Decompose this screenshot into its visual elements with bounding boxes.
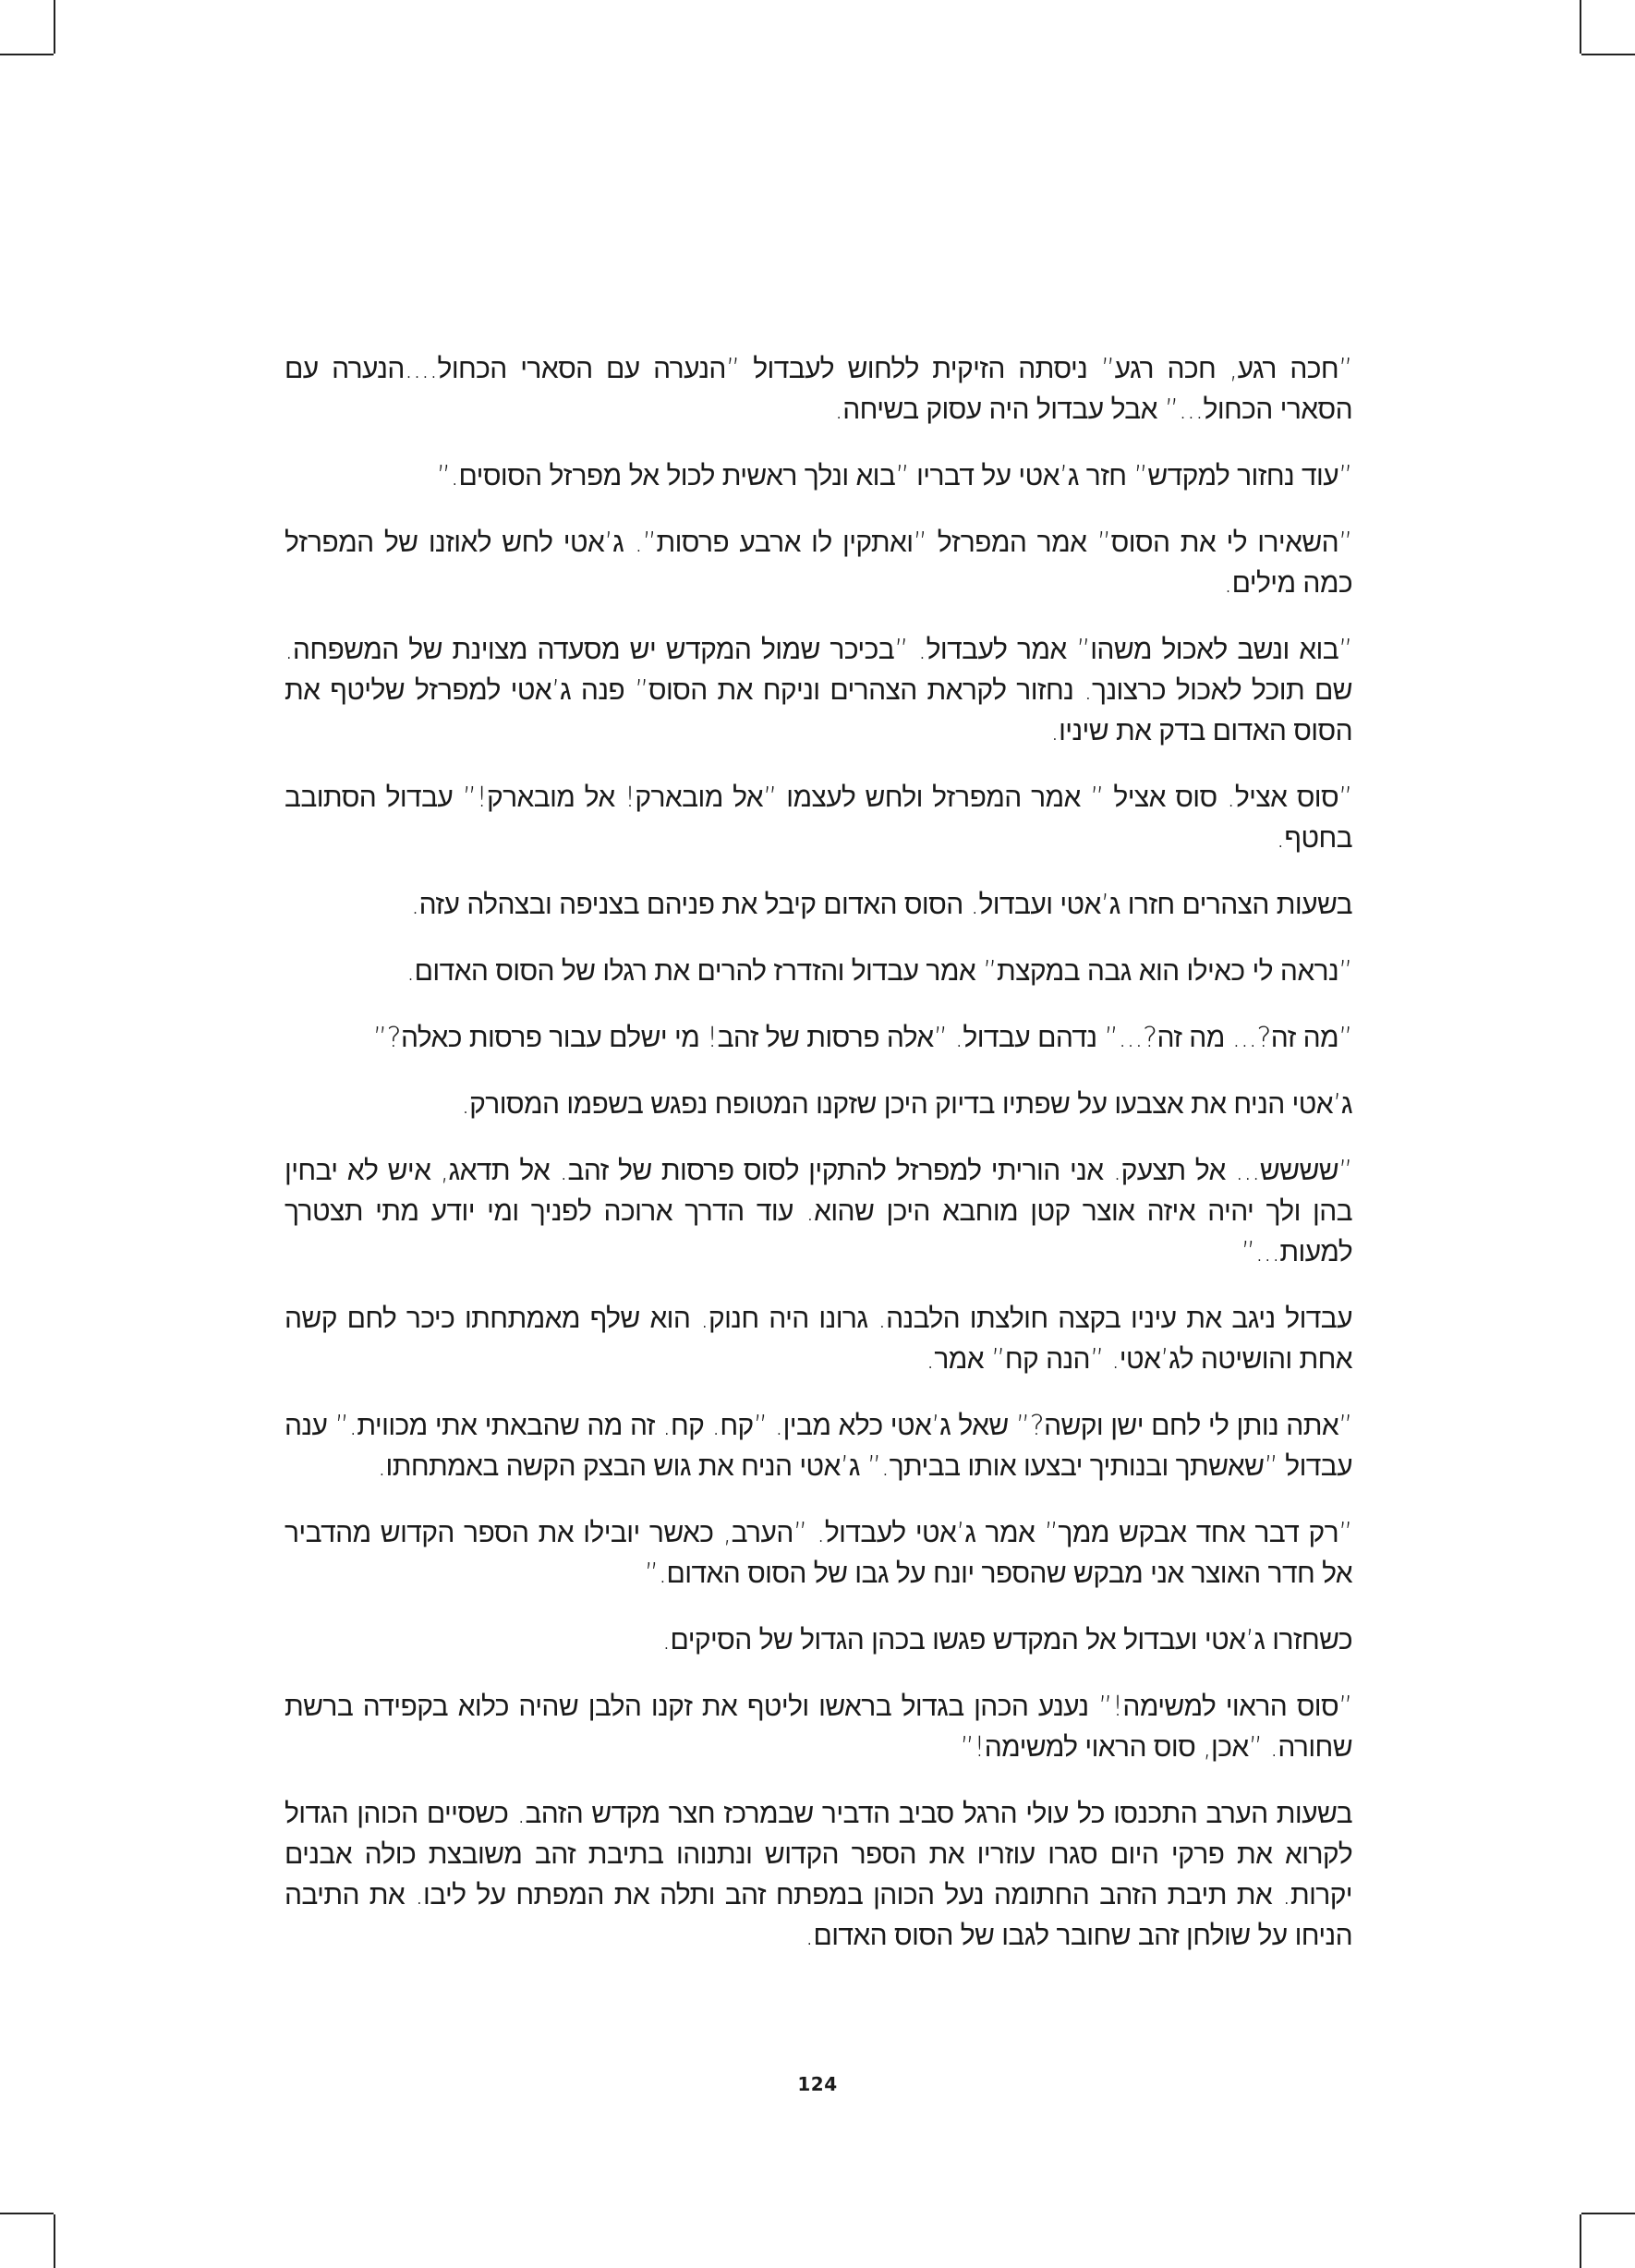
paragraph: ”השאירו לי את הסוס” אמר המפרזל ”ואתקין לו ארבע פרסות”. ג’אטי לחש לאוזנו של המפרזל כמה מילים. (285, 527, 1352, 600)
crop-mark-top-right (1580, 0, 1581, 54)
crop-mark-bottom-left (54, 2214, 55, 2268)
crop-mark-top-left (54, 0, 55, 54)
paragraph: ”עוד נחזור למקדש” חזר ג’אטי על דבריו ”בוא ונלך ראשית לכול אל מפרזל הסוסים.” (436, 460, 1352, 492)
paragraph: ”רק דבר אחד אבקש ממך” אמר ג’אטי לעבדול. ”הערב, כאשר יובילו את הספר הקדוש מהדביר אל חדר האוצר אני מבקש שהספר יונח על גבו של הסוס האדום.” (285, 1517, 1352, 1590)
paragraph: בשעות הערב התכנסו כל עולי הרגל סביב הדביר שבמרכז חצר מקדש הזהב. כשסיים הכוהן הגדול לקרוא את פרקי היום סגרו עוזריו את הספר הקדוש ונתנוהו בתיבת זהב משובצת כולה אבנים יקרות. את תיבת הזהב החתומה נעל הכוהן במפתח זהב ותלה את המפתח על ליבו. את התיבה הניחו על שולחן זהב שחובר לגבו של הסוס האדום. (285, 1798, 1352, 1952)
paragraph: ”מה זה?... מה זה?...” נדהם עבדול. ”אלה פרסות של זהב! מי ישלם עבור פרסות כאלה?” (372, 1022, 1352, 1054)
paragraph: ”אתה נותן לי לחם ישן וקשה?” שאל ג’אטי כלא מבין. ”קח. קח. זה מה שהבאתי אתי מכווית.” ענה עבדול ”שאשתך ובנותיך יבצעו אותו בביתך.” ג’אטי הניח את גוש הבצק הקשה באמתחתו. (285, 1410, 1352, 1483)
paragraph: בשעות הצהרים חזרו ג’אטי ועבדול. הסוס האדום קיבל את פניהם בצניפה ובצהלה עזה. (410, 889, 1352, 921)
page-number: 124 (797, 2073, 838, 2095)
paragraph: ג’אטי הניח את אצבעו על שפתיו בדיוק היכן שזקנו המטופח נפגש בשפמו המסורק. (461, 1088, 1352, 1121)
crop-mark-bottom-right (1580, 2214, 1581, 2268)
paragraph: ”בוא ונשב לאכול משהו” אמר לעבדול. ”בכיכר שמול המקדש יש מסעדה מצוינת של המשפחה. שם תוכל לאכול כרצונך. נחזור לקראת הצהרים וניקח את הסוס” פנה ג’אטי למפרזל שליטף את הסוס האדום בדק את שיניו. (285, 634, 1352, 747)
paragraph: עבדול ניגב את עיניו בקצה חולצתו הלבנה. גרונו היה חנוק. הוא שלף מאמתחתו כיכר לחם קשה אחת והושיטה לג’אטי. ”הנה קח” אמר. (285, 1303, 1352, 1376)
crop-mark-bottom-left-h (0, 2213, 54, 2214)
paragraph: ”שששש... אל תצעק. אני הוריתי למפרזל להתקין לסוס פרסות של זהב. אל תדאג, איש לא יבחין בהן ולך יהיה איזה אוצר קטן מוחבא היכן שהוא. עוד הדרך ארוכה לפניך ומי יודע מתי תצטרך למעות...” (285, 1155, 1352, 1268)
crop-mark-top-left-h (0, 54, 54, 55)
paragraph: ”חכה רגע, חכה רגע” ניסתה הזיקית ללחוש לעבדול ”הנערה עם הסארי הכחול....הנערה עם הסארי הכחול...” אבל עבדול היה עסוק בשיחה. (285, 353, 1352, 426)
paragraph: כשחזרו ג’אטי ועבדול אל המקדש פגשו בכהן הגדול של הסיקים. (661, 1624, 1352, 1656)
paragraph: ”נראה לי כאילו הוא גבה במקצת” אמר עבדול והזדרז להרים את רגלו של הסוס האדום. (406, 955, 1352, 988)
paragraph: ”סוס אציל. סוס אציל ” אמר המפרזל ולחש לעצמו ”אל מובארק! אל מובארק!” עבדול הסתובב בחטף. (285, 782, 1352, 855)
paragraph: ”סוס הראוי למשימה!” נענע הכהן בגדול בראשו וליטף את זקנו הלבן שהיה כלוא בקפידה ברשת שחורה. ”אכן, סוס הראוי למשימה!” (285, 1691, 1352, 1764)
body-text (285, 349, 1352, 1957)
crop-mark-bottom-right-h (1581, 2213, 1635, 2214)
crop-mark-top-right-h (1581, 54, 1635, 55)
